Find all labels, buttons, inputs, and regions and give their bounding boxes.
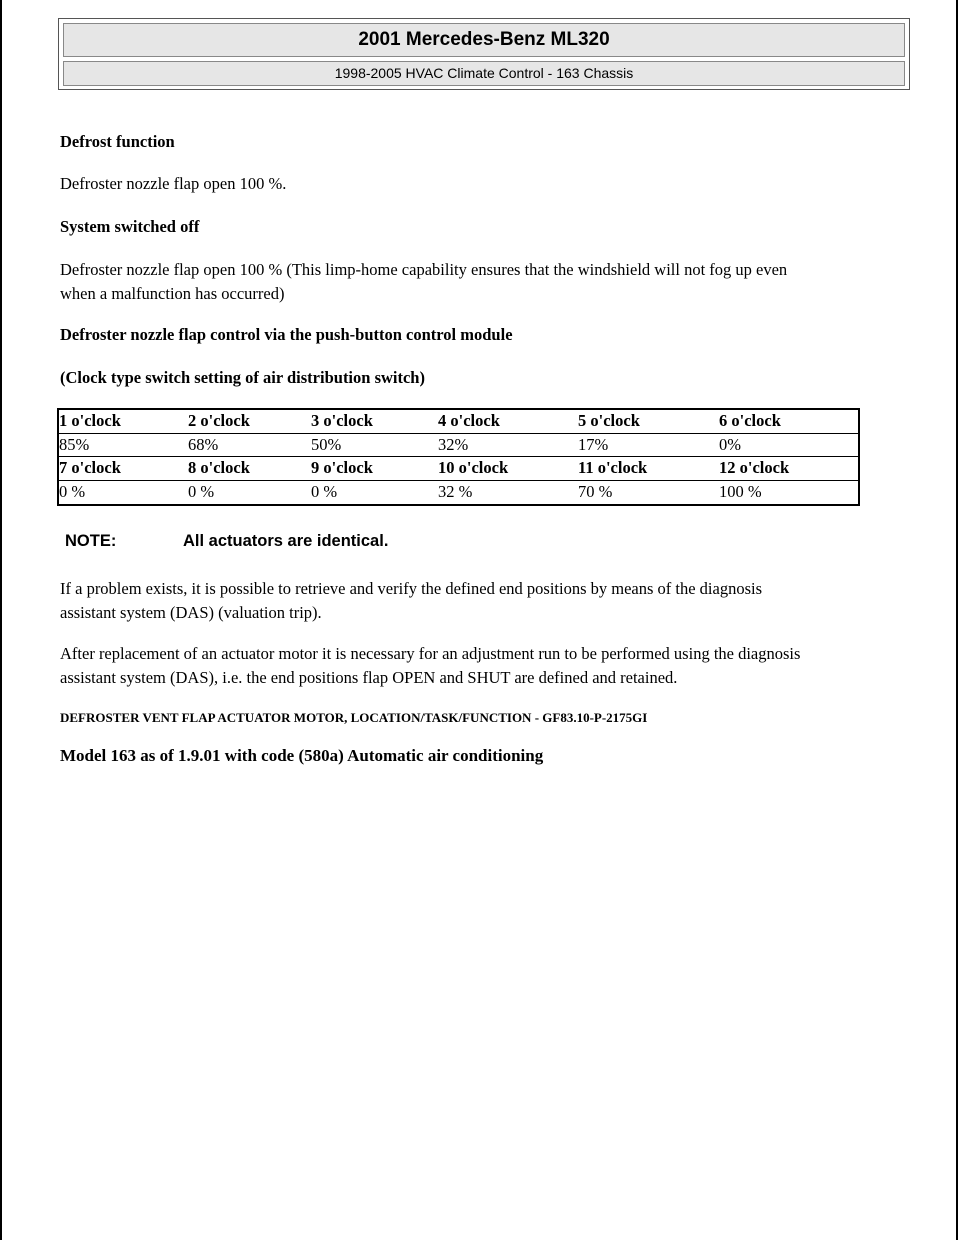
table-cell: 68% [188,433,311,457]
table-cell: 17% [578,433,719,457]
table-cell: 12 o'clock [719,457,858,481]
heading-clock-setting: (Clock type switch setting of air distribution switch) [60,368,425,387]
table-cell: 100 % [719,481,762,501]
heading-defrost-function: Defrost function [60,132,175,151]
table-cell: 0 % [188,481,215,501]
table-cell: 0% [719,433,858,457]
table-cell: 32% [438,433,578,457]
paragraph-das-2: assistant system (DAS) (valuation trip). [60,603,322,622]
model-line: Model 163 as of 1.9.01 with code (580a) Automatic air conditioning [60,746,544,765]
table-row [59,410,858,433]
table-cell: 11 o'clock [578,457,719,481]
table-row [59,457,858,481]
section-heading: DEFROSTER VENT FLAP ACTUATOR MOTOR, LOCATION/TASK/FUNCTION - GF83.10-P-2175GI [60,710,648,725]
paragraph-das-1: If a problem exists, it is possible to retrieve and verify the defined end positions by means of the diagnosis [60,579,763,598]
table-cell: 32 % [438,481,473,501]
paragraph-defroster-open: Defroster nozzle flap open 100 %. [60,174,287,193]
table-cell: 70 % [578,481,613,501]
document-header [58,18,910,90]
paragraph-limp-home-1: Defroster nozzle flap open 100 % (This limp-home capability ensures that the windshield will not fog up even [60,260,788,279]
note-callout [65,532,388,551]
table-cell: 4 o'clock [438,410,578,433]
table-cell: 8 o'clock [188,457,311,481]
table-cell: 2 o'clock [188,410,311,433]
table-cell: 10 o'clock [438,457,578,481]
table-cell: 1 o'clock [59,410,188,433]
table-cell: 9 o'clock [311,457,438,481]
heading-flap-control: Defroster nozzle flap control via the push-button control module [60,325,513,344]
table-cell: 50% [311,433,438,457]
note-label: NOTE: [65,532,117,550]
table-cell: 6 o'clock [719,410,858,433]
paragraph-replacement-2: assistant system (DAS), i.e. the end positions flap OPEN and SHUT are defined and retained. [60,668,678,687]
paragraph-replacement-1: After replacement of an actuator motor it is necessary for an adjustment run to be performed using the diagnosis [60,644,801,663]
table-cell: 3 o'clock [311,410,438,433]
heading-system-off: System switched off [60,217,200,236]
table-row [59,480,858,503]
table-row [59,433,858,457]
table-cell: 7 o'clock [59,457,188,481]
header-title: 2001 Mercedes-Benz ML320 [63,23,905,57]
header-subtitle: 1998-2005 HVAC Climate Control - 163 Chassis [63,61,905,86]
table-cell: 0 % [311,481,338,501]
table-cell: 0 % [59,481,86,501]
table-cell: 5 o'clock [578,410,719,433]
table-cell: 85% [59,433,188,457]
clock-position-table [57,408,860,506]
paragraph-limp-home-2: when a malfunction has occurred) [60,284,285,303]
note-text: All actuators are identical. [183,532,389,550]
